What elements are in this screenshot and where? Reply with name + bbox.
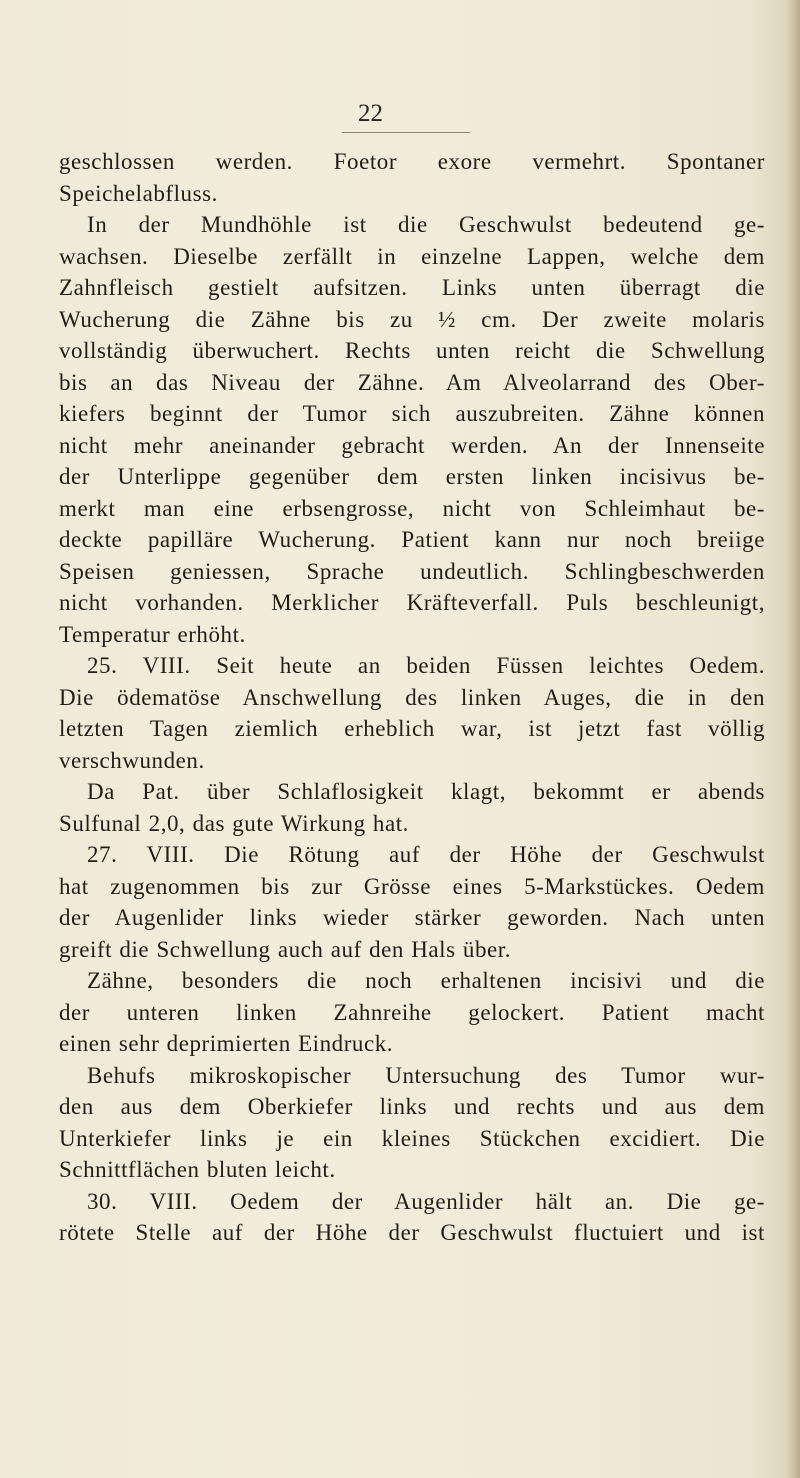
text-line: deckte papilläre Wucherung. Patient kann nur noch breiige	[59, 527, 765, 552]
text-line: Speichelabfluss.	[59, 180, 218, 206]
text-line: nicht mehr aneinander gebracht werden. An der Innenseite	[59, 432, 765, 458]
text-line: Zahnfleisch gestielt aufsitzen. Links unten überragt die	[59, 275, 765, 300]
text-line: Wucherung die Zähne bis zu ½ cm. Der zweite molaris	[59, 306, 765, 332]
text-line: der unteren linken Zahnreihe gelockert. Patient macht	[59, 999, 765, 1025]
body-text	[59, 146, 765, 1249]
text-line: vollständig überwuchert. Rechts unten reicht die Schwellung	[59, 338, 765, 363]
text-line: Speisen geniessen, Sprache undeutlich. Schlingbeschwerden	[59, 558, 765, 584]
text-line: kiefers beginnt der Tumor sich auszubreiten. Zähne können	[59, 401, 765, 426]
text-line: 25. VIII. Seit heute an beiden Füssen leichtes Oedem.	[87, 653, 765, 678]
text-line: verschwunden.	[59, 747, 205, 773]
text-line: einen sehr deprimierten Eindruck.	[59, 1031, 394, 1056]
text-line: 30. VIII. Oedem der Augenlider hält an. Die ge-	[87, 1188, 765, 1214]
text-line: geschlossen werden. Foetor exore vermehrt. Spontaner	[59, 149, 765, 174]
text-line: Behufs mikroskopischer Untersuchung des Tumor wur-	[87, 1062, 765, 1088]
text-line: wachsen. Dieselbe zerfällt in einzelne Lappen, welche dem	[59, 243, 765, 269]
text-line: nicht vorhanden. Merklicher Kräfteverfall. Puls beschleunigt,	[59, 590, 765, 615]
text-line: Sulfunal 2,0, das gute Wirkung hat.	[59, 810, 409, 836]
text-line: Schnittflächen bluten leicht.	[59, 1157, 336, 1182]
text-line: bis an das Niveau der Zähne. Am Alveolarrand des Ober-	[59, 369, 765, 395]
text-line: Temperatur erhöht.	[59, 621, 246, 647]
page-number: 22	[358, 100, 383, 127]
text-line: Die ödematöse Anschwellung des linken Auges, die in den	[59, 684, 765, 710]
header-rule	[342, 132, 470, 133]
text-line: Unterkiefer links je ein kleines Stückchen excidiert. Die	[59, 1125, 765, 1151]
text-line: Zähne, besonders die noch erhaltenen incisivi und die	[87, 968, 765, 993]
text-line: der Unterlippe gegenüber dem ersten linken incisivus be-	[59, 464, 765, 489]
text-line: Da Pat. über Schlaflosigkeit klagt, bekommt er abends	[87, 779, 765, 804]
text-line: rötete Stelle auf der Höhe der Geschwulst fluctuiert und ist	[59, 1220, 765, 1245]
text-line: der Augenlider links wieder stärker geworden. Nach unten	[59, 905, 765, 930]
text-line: hat zugenommen bis zur Grösse eines 5-Markstückes. Oedem	[59, 873, 765, 899]
text-line: den aus dem Oberkiefer links und rechts und aus dem	[59, 1094, 765, 1119]
page-edge-shadow	[786, 0, 800, 1478]
text-line: letzten Tagen ziemlich erheblich war, ist jetzt fast völlig	[59, 716, 765, 741]
text-line: greift die Schwellung auch auf den Hals über.	[59, 936, 512, 962]
text-line: merkt man eine erbsengrosse, nicht von Schleimhaut be-	[59, 495, 765, 521]
text-line: 27. VIII. Die Rötung auf der Höhe der Geschwulst	[87, 842, 765, 867]
text-line: In der Mundhöhle ist die Geschwulst bedeutend ge-	[87, 212, 765, 237]
